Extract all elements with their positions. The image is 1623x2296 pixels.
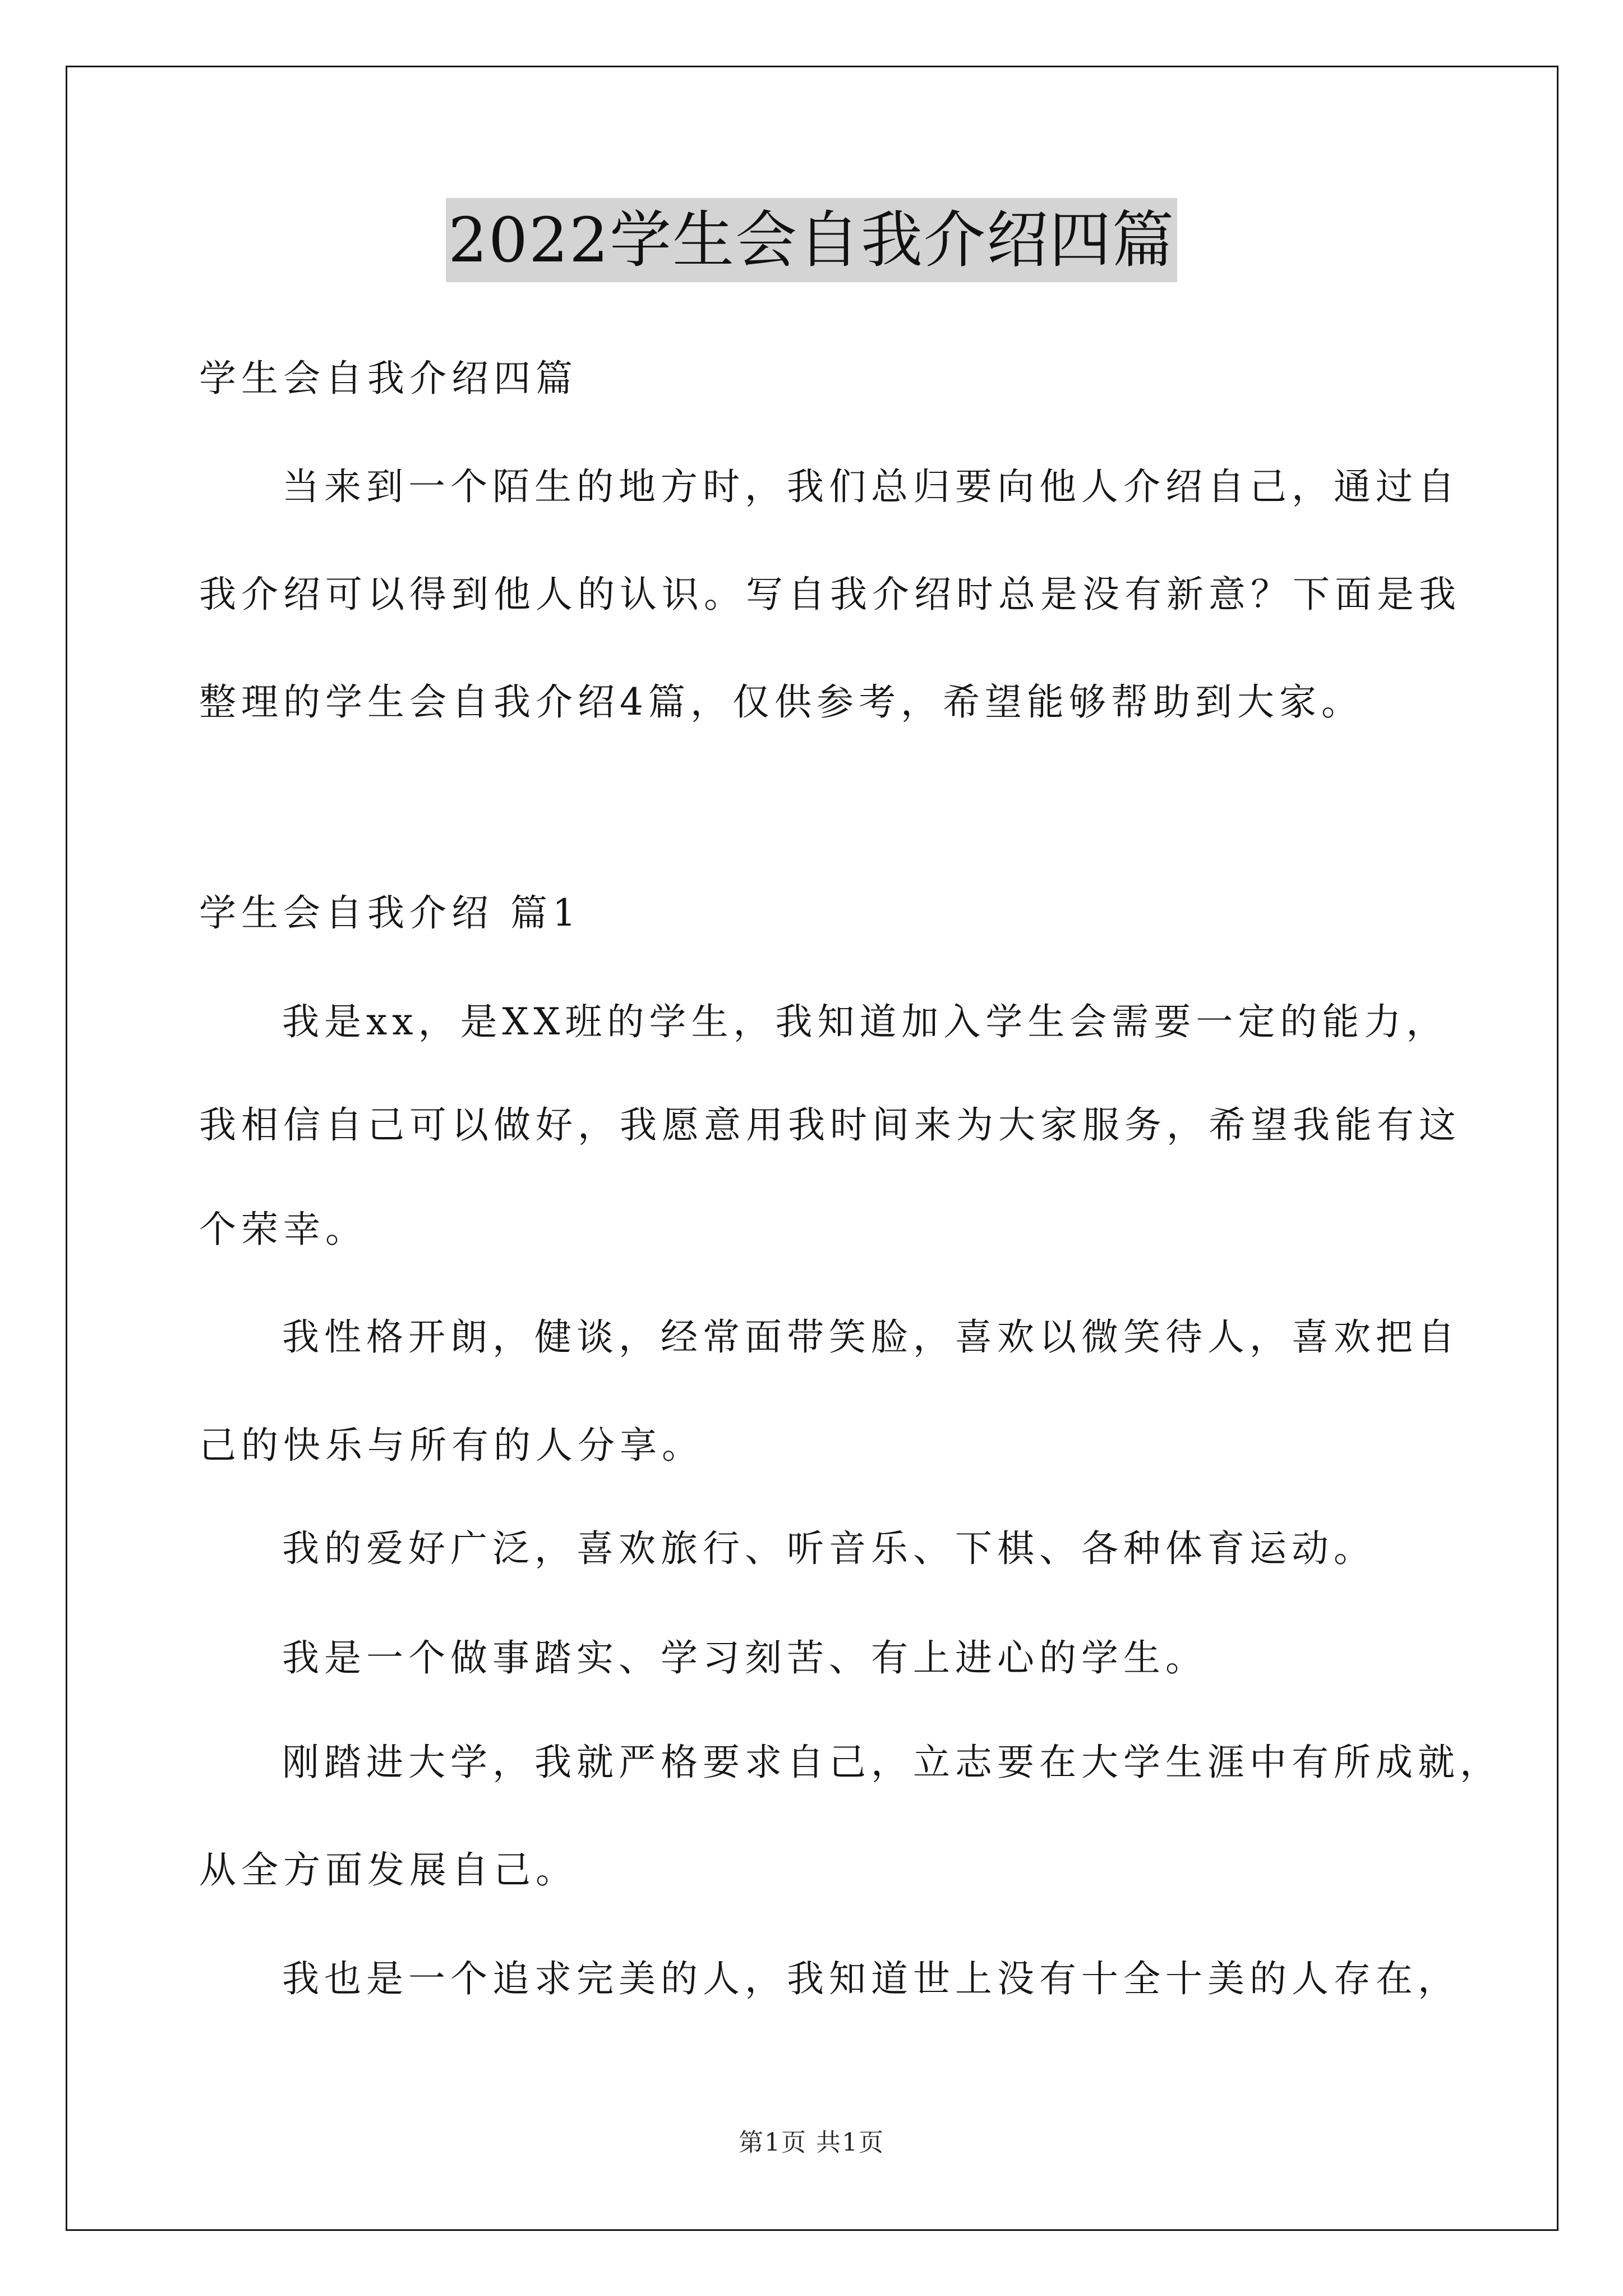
body-line-7: 我是一个做事踏实、学习刻苦、有上进心的学生。 — [282, 1636, 1207, 1680]
body-line-10: 我也是一个追求完美的人，我知道世上没有十全十美的人存在， — [282, 1957, 1460, 2000]
body-line-4: 我性格开朗，健谈，经常面带笑脸，喜欢以微笑待人，喜欢把自 — [282, 1315, 1460, 1359]
body-line-9: 从全方面发展自己。 — [199, 1848, 578, 1892]
page-footer: 第1页 共1页 — [739, 2128, 884, 2157]
body-line-2: 我相信自己可以做好，我愿意用我时间来为大家服务，希望我能有这 — [199, 1103, 1461, 1147]
body-line-6: 我的爱好广泛，喜欢旅行、听音乐、下棋、各种体育运动。 — [282, 1527, 1376, 1570]
title-container — [0, 198, 1623, 282]
body-line-5: 己的快乐与所有的人分享。 — [199, 1424, 704, 1467]
page-title: 2022学生会自我介绍四篇 — [446, 198, 1177, 282]
body-line-1: 我是xx，是XX班的学生，我知道加入学生会需要一定的能力， — [282, 1000, 1449, 1043]
intro-line-1: 当来到一个陌生的地方时，我们总归要向他人介绍自己，通过自 — [282, 465, 1460, 508]
body-line-8: 刚踏进大学，我就严格要求自己，立志要在大学生涯中有所成就， — [282, 1741, 1502, 1784]
section-heading: 学生会自我介绍 篇1 — [199, 891, 581, 935]
intro-line-3: 整理的学生会自我介绍4篇，仅供参考，希望能够帮助到大家。 — [199, 680, 1363, 724]
body-line-3: 个荣幸。 — [199, 1208, 367, 1251]
subtitle: 学生会自我介绍四篇 — [199, 357, 578, 400]
intro-line-2: 我介绍可以得到他人的认识。写自我介绍时总是没有新意？下面是我 — [199, 573, 1461, 616]
